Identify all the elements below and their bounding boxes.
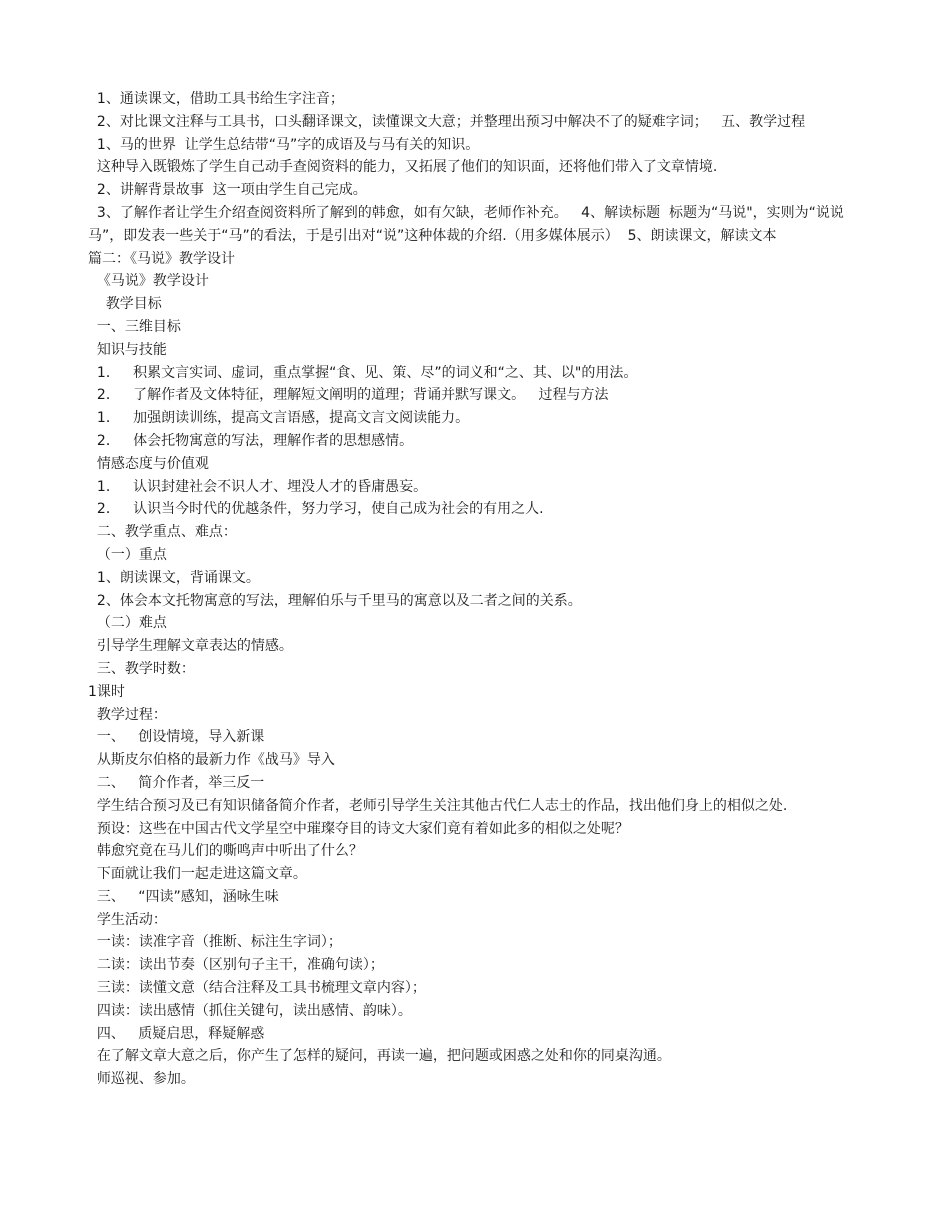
text-line: 师巡视、参加。 [88, 1071, 195, 1088]
subheading: 三、 “四读”感知，涵咏生味 [88, 888, 279, 905]
text-line: 学生活动： [88, 911, 167, 928]
list-item: 2、体会本文托物寓意的写法，理解伯乐与千里马的寓意以及二者之间的关系。 [88, 592, 582, 609]
text-line: 从斯皮尔伯格的最新力作《战马》导入 [88, 752, 335, 769]
text-line: 3、了解作者让学生介绍查阅资料所了解到的韩愈，如有欠缺，老师作补充。 4、解读标题 标题为“马说"，实则为“说说马”，即发表一些关于“马”的看法，于是引出对“说”这种体裁的介绍.（用多媒体展示） 5、朗读课文，解读文本 [88, 204, 844, 244]
text-line: 韩愈究竟在马儿们的嘶鸣声中听出了什么？ [88, 843, 363, 860]
list-item: 1． 积累文言实词、虚词，重点掌握“食、见、策、尽”的词义和“之、其、以"的用法。 [88, 364, 638, 381]
subheading: 教学目标 [88, 296, 162, 313]
text-line: 学生结合预习及已有知识储备简介作者，老师引导学生关注其他古代仁人志士的作品，找出他们身上的相似之处. [88, 797, 788, 814]
list-item: 2． 体会托物寓意的写法，理解作者的思想感情。 [88, 432, 414, 449]
text-line: 下面就让我们一起走进这篇文章。 [88, 866, 307, 883]
list-item: 二读：读出节奏（区别句子主干，准确句读）； [88, 957, 384, 974]
text-line: 预设：这些在中国古代文学星空中璀璨夺目的诗文大家们竟有着如此多的相似之处呢？ [88, 820, 629, 837]
list-item: 2． 了解作者及文体特征，理解短文阐明的道理；背诵并默写课文。 过程与方法 [88, 387, 609, 404]
list-item: 1． 认识封建社会不识人才、埋没人才的昏庸愚妄。 [88, 478, 428, 495]
subheading: 二、 简介作者，举三反一 [88, 774, 265, 791]
subheading: 情感态度与价值观 [88, 455, 209, 472]
list-item: 2． 认识当今时代的优越条件，努力学习，使自己成为社会的有用之人. [88, 501, 544, 518]
list-item: 1． 加强朗读训练，提高文言语感，提高文言文阅读能力。 [88, 410, 470, 427]
text-line: 1课时 [88, 683, 125, 700]
subheading: 三、教学时数： [88, 660, 195, 677]
text-line: 1、马的世界 让学生总结带“马”字的成语及与马有关的知识。 [88, 136, 480, 153]
document-body [88, 88, 870, 1091]
text-line: 2、讲解背景故事 这一项由学生自己完成。 [88, 182, 367, 199]
subheading: 一、三维目标 [88, 318, 181, 335]
section-heading: 篇二：《马说》教学设计 [88, 250, 235, 267]
text-line: 引导学生理解文章表达的情感。 [88, 638, 293, 655]
list-item: 一读：读准字音（推断、标注生字词）； [88, 934, 342, 951]
subheading: 知识与技能 [88, 341, 167, 358]
text-line: 2、对比课文注释与工具书，口头翻译课文，读懂课文大意；并整理出预习中解决不了的疑难字词； 五、教学过程 [88, 113, 806, 130]
subheading: 二、教学重点、难点： [88, 524, 237, 541]
text-line: 这种导入既锻炼了学生自己动手查阅资料的能力，又拓展了他们的知识面，还将他们带入了文章情境. [88, 159, 718, 176]
subheading: 教学过程： [88, 706, 167, 723]
text-line: 在了解文章大意之后，你产生了怎样的疑问，再读一遍，把问题或困惑之处和你的同桌沟通。 [88, 1048, 671, 1065]
subheading: （二）难点 [88, 615, 167, 632]
subheading: （一）重点 [88, 546, 167, 563]
subheading: 一、 创设情境，导入新课 [88, 729, 265, 746]
subheading: 四、 质疑启思，释疑解惑 [88, 1025, 265, 1042]
text-line: 1、通读课文，借助工具书给生字注音； [88, 91, 344, 107]
list-item: 1、朗读课文，背诵课文。 [88, 569, 260, 586]
document-title: 《马说》教学设计 [88, 273, 209, 290]
list-item: 三读：读懂文意（结合注释及工具书梳理文章内容）； [88, 980, 426, 997]
list-item: 四读：读出感情（抓住关键句，读出感情、韵味）。 [88, 1002, 412, 1019]
